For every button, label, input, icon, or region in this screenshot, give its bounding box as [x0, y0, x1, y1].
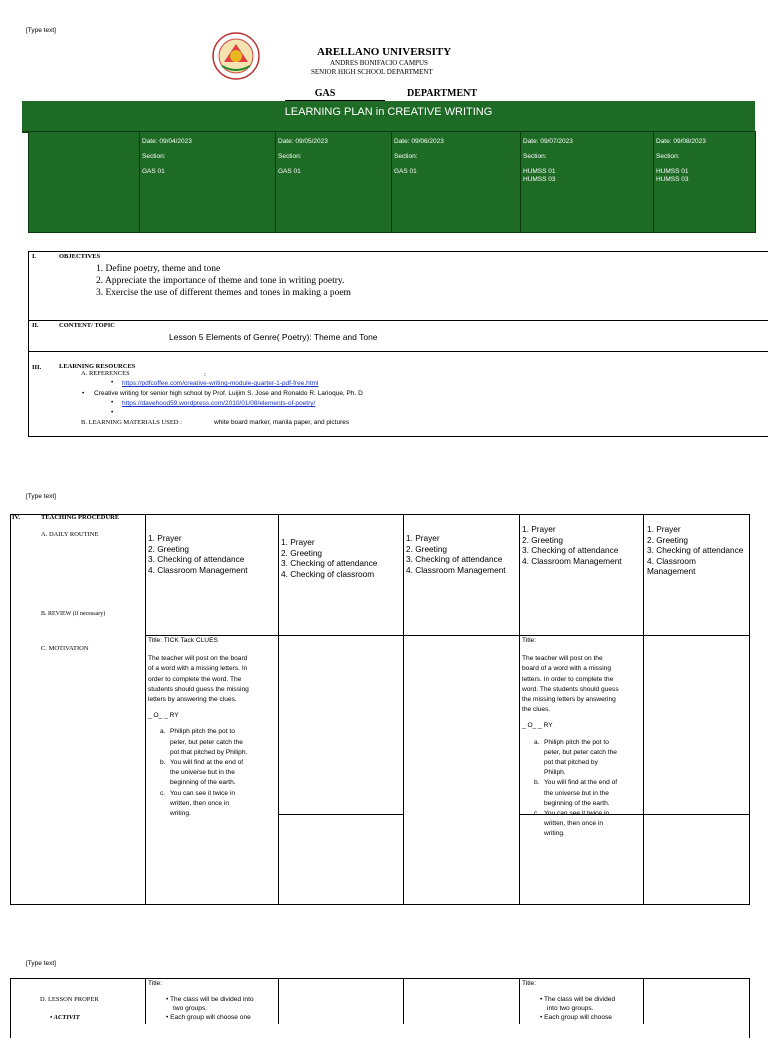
- reference-book: Creative writing for senior high school by Prof. Luijim S. Jose and Ronaldo R. Larioque, Ph. D: [94, 390, 363, 397]
- daily-routine-label: A. DAILY ROUTINE: [41, 531, 99, 538]
- resources-label: LEARNING RESOURCES: [59, 363, 136, 370]
- references-label: A. REFERENCES: [81, 370, 130, 377]
- routine-col-1: 1. Prayer 2. Greeting 3. Checking of attendance 4. Classroom Management: [148, 533, 248, 575]
- motivation-label: C. MOTIVATION: [41, 645, 89, 652]
- learning-plan-title: LEARNING PLAN in CREATIVE WRITING: [284, 106, 493, 118]
- schedule-col-2: Date: 09/05/2023 Section: GAS 01: [275, 132, 391, 232]
- university-seal-logo: [212, 32, 260, 80]
- objectives-section: I. OBJECTIVES 1. Define poetry, theme and tone 2. Appreciate the importance of theme and tone in writing poetry. 3. Exercise the use of different themes and tones in making a poem: [28, 251, 768, 321]
- lesson-col-1: Title: • The class will be divided into two groups. • Each group will choose one: [148, 980, 254, 1021]
- content-label: CONTENT/ TOPIC: [59, 322, 115, 329]
- activity-label: • ACTIVIT: [50, 1014, 80, 1021]
- schedule-col-5: Date: 09/08/2023 Section: HUMSS 01 HUMSS 03: [653, 132, 756, 232]
- learning-plan-title-bar: [22, 101, 755, 133]
- materials-label: B. LEARNING MATERIALS USED :: [81, 419, 182, 426]
- department-name: SENIOR HIGH SCHOOL DEPARTMENT: [311, 68, 433, 76]
- schedule-col-1: Date: 09/04/2023 Section: GAS 01: [139, 132, 275, 232]
- teaching-procedure-label: TEACHING PROCEDURE: [41, 514, 120, 521]
- schedule-col-3: Date: 09/06/2023 Section: GAS 01: [391, 132, 520, 232]
- learning-resources-section: III. LEARNING RESOURCES A. REFERENCES : • https://pdfcoffee.com/creative-writing-module-quarter-1-pdf-free.html • Creative writing for senior high school by Prof. Luijim S. Jose and Ronaldo R. Larioque, Ph. D • https://davehood59.wordpress.com/2010/01/08/elements-of-poetry/ • B. LEARNING MATERIALS USED : white board marker, manila paper, and pictures: [28, 351, 768, 437]
- motivation-activity-col-4: Title: The teacher will post on the board of a word with a missing letters. In order to complete the word. The students should guess the missing letters by answering the clues. _ O_ _ RY a. Philiph pitch the pot to peter, but peter catch the pot that pitched by Philiph. b. You will find at the end of the universe but in the beginning of the earth. c. You can see it twice in written, then once in writing.: [522, 637, 619, 838]
- content-section: II. CONTENT/ TOPIC Lesson 5 Elements of Genre( Poetry): Theme and Tone: [28, 320, 768, 352]
- objectives-label: OBJECTIVES: [59, 253, 101, 260]
- strand-underline: [365, 88, 385, 101]
- university-name: ARELLANO UNIVERSITY: [317, 46, 452, 58]
- reference-link-davehood[interactable]: https://davehood59.wordpress.com/2010/01/08/elements-of-poetry/: [122, 400, 316, 407]
- reference-link-pdfcoffee[interactable]: https://pdfcoffee.com/creative-writing-module-quarter-1-pdf-free.html: [122, 380, 319, 387]
- materials-list: white board marker, manila paper, and pictures: [214, 419, 350, 426]
- lesson-col-4: Title: • The class will be divided into two groups. • Each group will choose: [522, 980, 616, 1021]
- objectives-list: 1. Define poetry, theme and tone 2. Appreciate the importance of theme and tone in writing poetry. 3. Exercise the use of different themes and tones in making a poem: [96, 264, 351, 298]
- department-label: DEPARTMENT: [407, 88, 478, 99]
- campus-name: ANDRES BONIFACIO CAMPUS: [330, 59, 428, 67]
- motivation-activity-col-1: Title: TICK Tack CLUES The teacher will post on the board of a word with a missing letters. In order to complete the word. The students should guess the missing letters by answering the clues. _ O_ _ RY a. Philiph pitch the pot to peter, but peter catch the pot that pitched by Philiph. b. You will find at the end of the universe but in the beginning of the earth. c. You can see it twice in written, then once in writing.: [148, 637, 249, 818]
- lesson-proper-label: D. LESSON PROPER: [40, 996, 99, 1003]
- schedule-col-4: Date: 09/07/2023 Section: HUMSS 01 HUMSS 03: [520, 132, 653, 232]
- page-header-text-3: [Type text]: [26, 960, 56, 967]
- routine-col-4: 1. Prayer 2. Greeting 3. Checking of attendance 4. Classroom Management: [522, 524, 622, 566]
- strand-name: GAS: [285, 88, 365, 101]
- page-header-text: [Type text]: [26, 27, 56, 34]
- routine-col-3: 1. Prayer 2. Greeting 3. Checking of attendance 4. Classroom Management: [406, 533, 506, 575]
- review-label: B. REVIEW (if necessary): [41, 611, 106, 617]
- routine-col-5: 1. Prayer 2. Greeting 3. Checking of attendance 4. Classroom Management: [647, 524, 744, 576]
- page-header-text-2: [Type text]: [26, 493, 56, 500]
- routine-col-2: 1. Prayer 2. Greeting 3. Checking of attendance 4. Checking of classroom: [281, 537, 378, 579]
- content-topic: Lesson 5 Elements of Genre( Poetry): Theme and Tone: [169, 332, 378, 342]
- schedule-grid: [28, 131, 756, 233]
